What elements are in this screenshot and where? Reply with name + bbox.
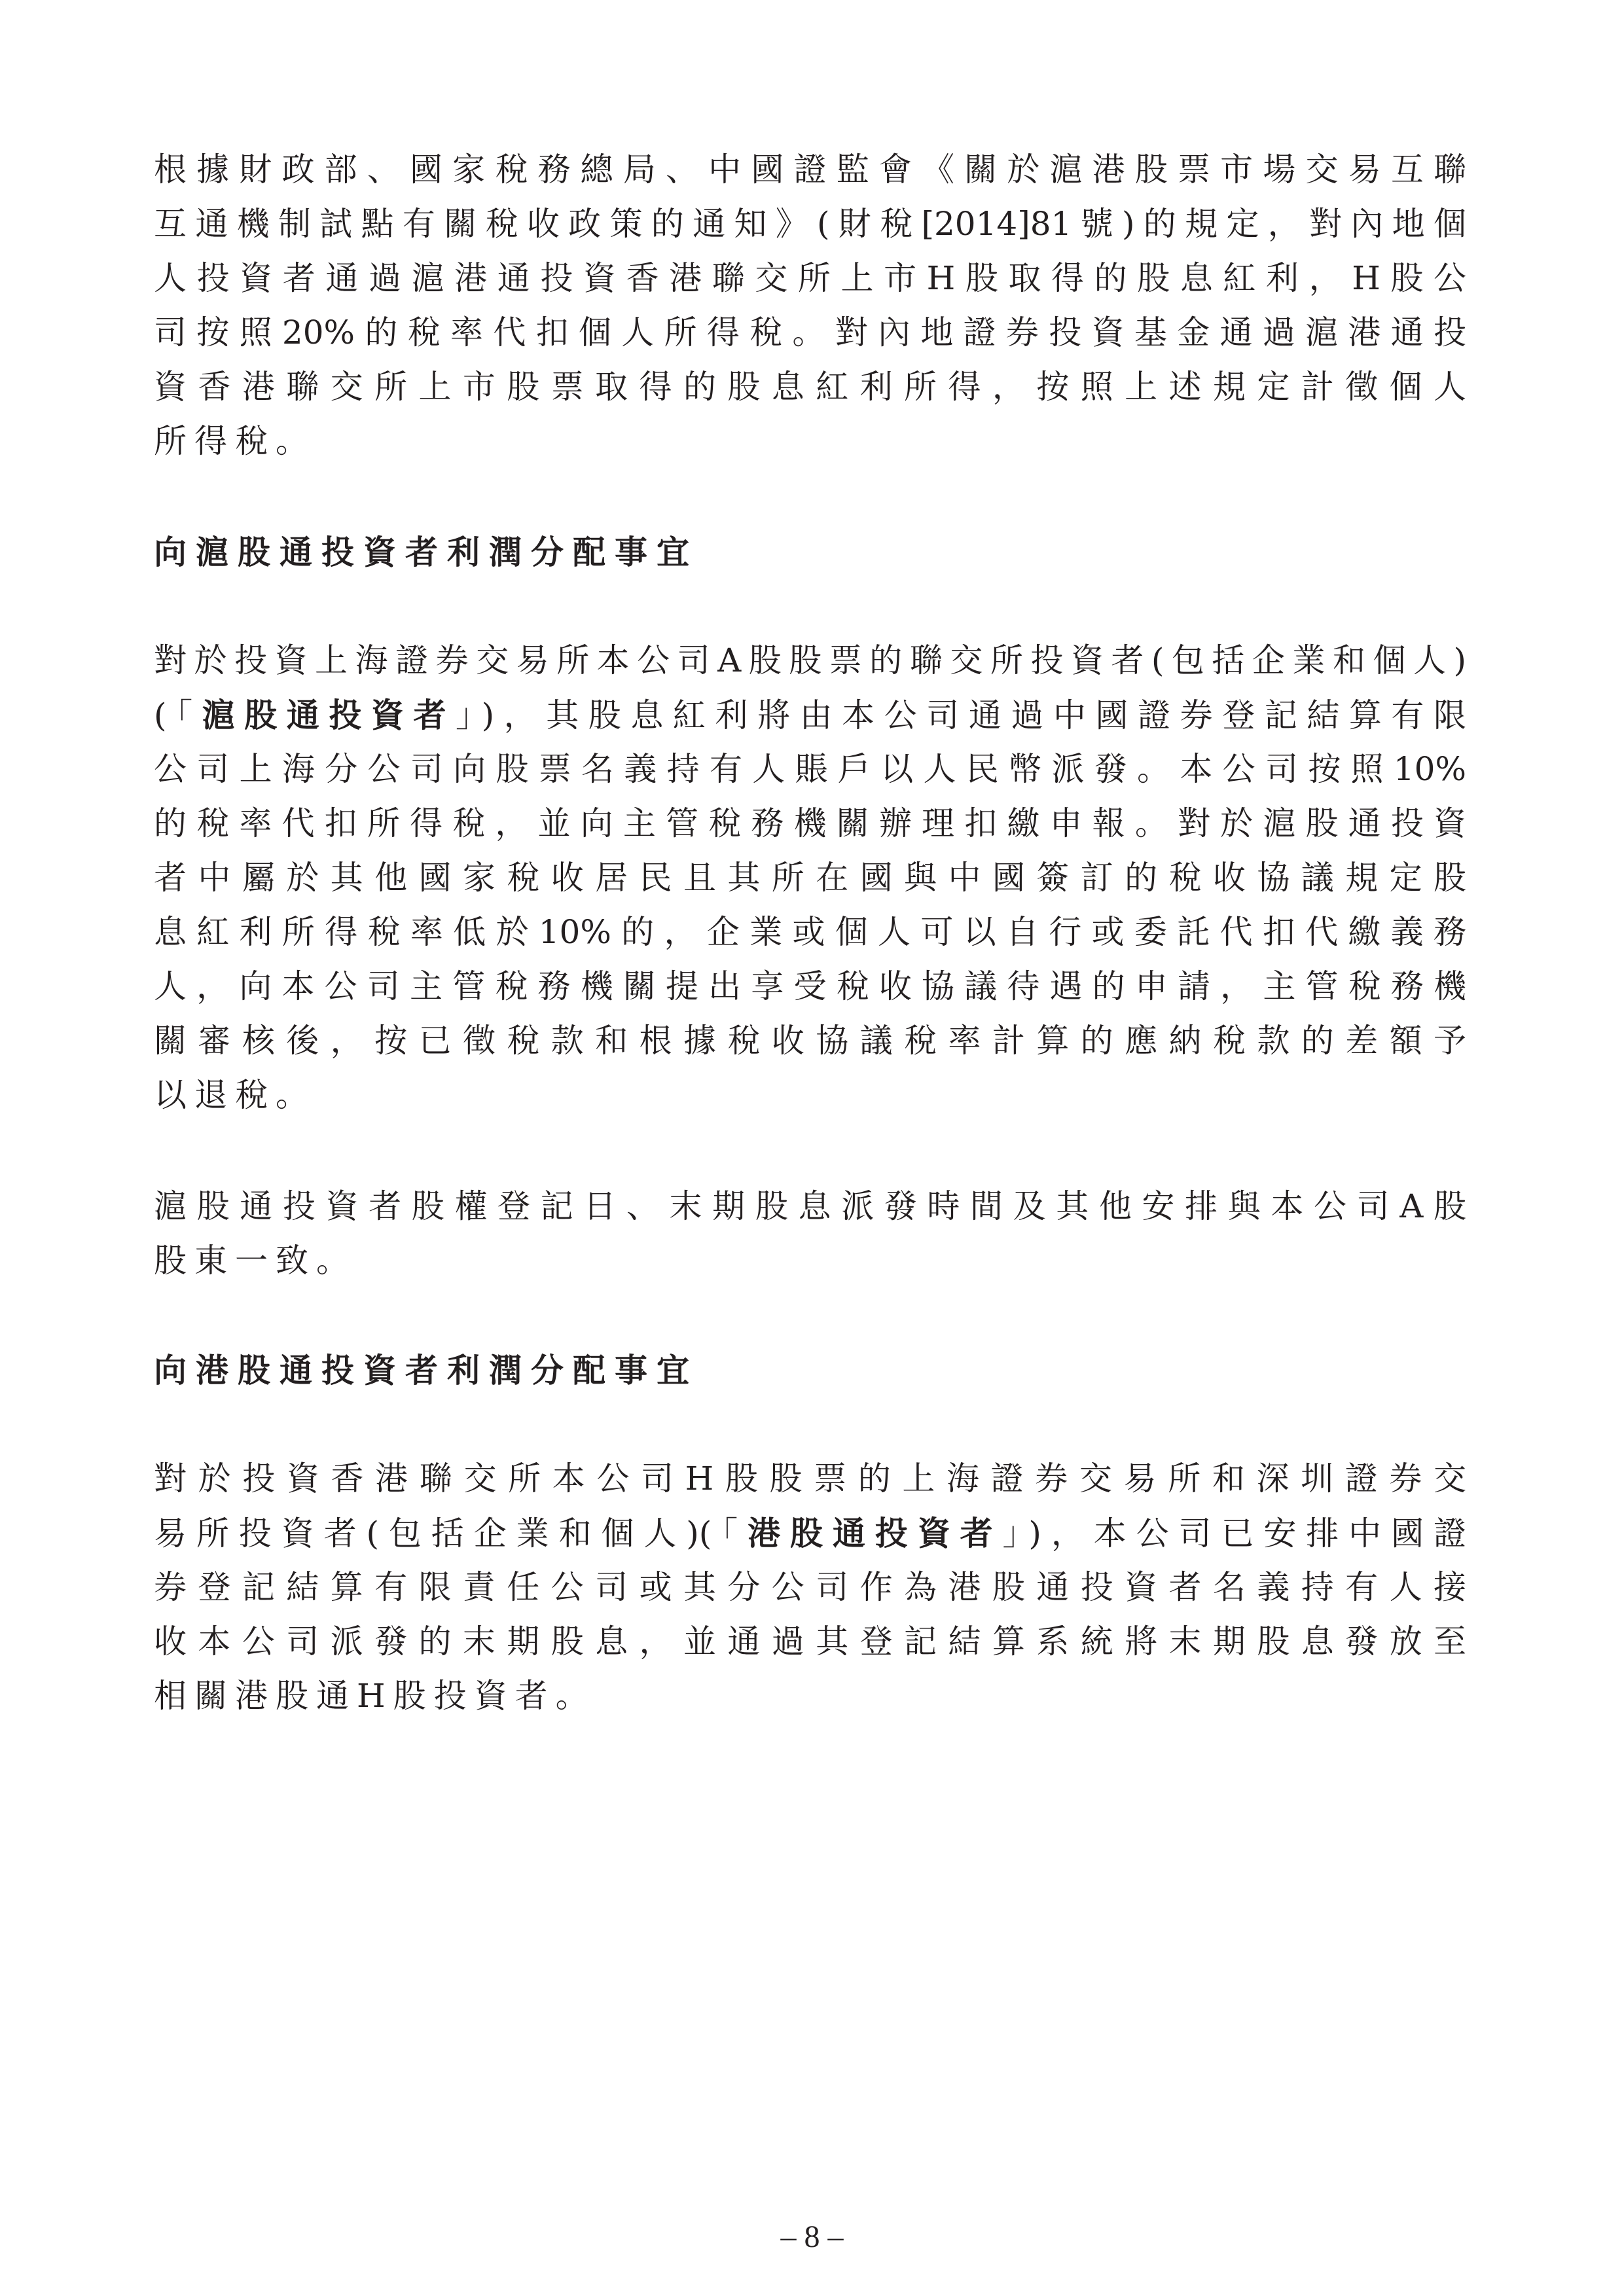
text-line: 資香港聯交所上市股票取得的股息紅利所得，按照上述規定計徵個人 xyxy=(154,368,1466,406)
text-line: 相關港股通H股投資者。 xyxy=(154,1677,596,1715)
text-line: 券登記結算有限責任公司或其分公司作為港股通投資者名義持有人接 xyxy=(154,1568,1466,1606)
text-line: 收本公司派發的末期股息，並通過其登記結算系統將末期股息發放至 xyxy=(154,1623,1466,1660)
section-heading-northbound: 向滬股通投資者利潤分配事宜 xyxy=(154,533,698,571)
text-fragment: 易所投資者(包括企業和個人)(「 xyxy=(154,1515,748,1552)
text-line: 滬股通投資者股權登記日、末期股息派發時間及其他安排與本公司A股 xyxy=(154,1187,1466,1225)
text-line: 的稅率代扣所得稅，並向主管稅務機關辦理扣繳申報。對於滬股通投資 xyxy=(154,804,1466,842)
text-line: 人，向本公司主管稅務機關提出享受稅收協議待遇的申請，主管稅務機 xyxy=(154,967,1466,1005)
text-line: 股東一致。 xyxy=(154,1242,357,1280)
text-line-with-term xyxy=(154,688,1466,742)
text-line-with-term xyxy=(154,1506,1466,1560)
text-line: 所得稅。 xyxy=(154,422,316,460)
paragraph-tax-policy xyxy=(154,143,1466,469)
text-line: 對於投資香港聯交所本公司H股股票的上海證券交易所和深圳證券交 xyxy=(154,1460,1466,1498)
page-number: – 8 – xyxy=(780,2219,844,2254)
text-line: 息紅利所得稅率低於10%的，企業或個人可以自行或委託代扣代繳義務 xyxy=(154,913,1466,951)
paragraph-northbound-dividend xyxy=(154,634,1466,1122)
paragraph-southbound-dividend xyxy=(154,1452,1466,1723)
text-line: 公司上海分公司向股票名義持有人賬戶以人民幣派發。本公司按照10% xyxy=(154,750,1466,788)
text-line: 以退稅。 xyxy=(154,1076,316,1114)
text-fragment: 」)，其股息紅利將由本公司通過中國證券登記結算有限 xyxy=(456,696,1466,734)
defined-term: 港股通投資者 xyxy=(748,1514,1003,1552)
paragraph-northbound-record-date xyxy=(154,1179,1466,1288)
text-fragment: 」)，本公司已安排中國證 xyxy=(1002,1515,1466,1552)
text-line: 關審核後，按已徵稅款和根據稅收協議稅率計算的應納稅款的差額予 xyxy=(154,1022,1466,1060)
text-line: 對於投資上海證券交易所本公司A股股票的聯交所投資者(包括企業和個人) xyxy=(154,641,1466,679)
text-line: 者中屬於其他國家稅收居民且其所在國與中國簽訂的稅收協議規定股 xyxy=(154,859,1466,897)
text-fragment: (「 xyxy=(154,696,202,734)
text-line: 根據財政部、國家稅務總局、中國證監會《關於滬港股票市場交易互聯 xyxy=(154,151,1466,188)
text-line: 人投資者通過滬港通投資香港聯交所上市H股取得的股息紅利，H股公 xyxy=(154,259,1466,297)
text-line: 互通機制試點有關稅收政策的通知》(財稅[2014]81號)的規定，對內地個 xyxy=(154,205,1466,243)
defined-term: 滬股通投資者 xyxy=(202,696,456,734)
section-heading-southbound: 向港股通投資者利潤分配事宜 xyxy=(154,1351,698,1390)
text-line: 司按照20%的稅率代扣個人所得稅。對內地證券投資基金通過滬港通投 xyxy=(154,314,1466,351)
